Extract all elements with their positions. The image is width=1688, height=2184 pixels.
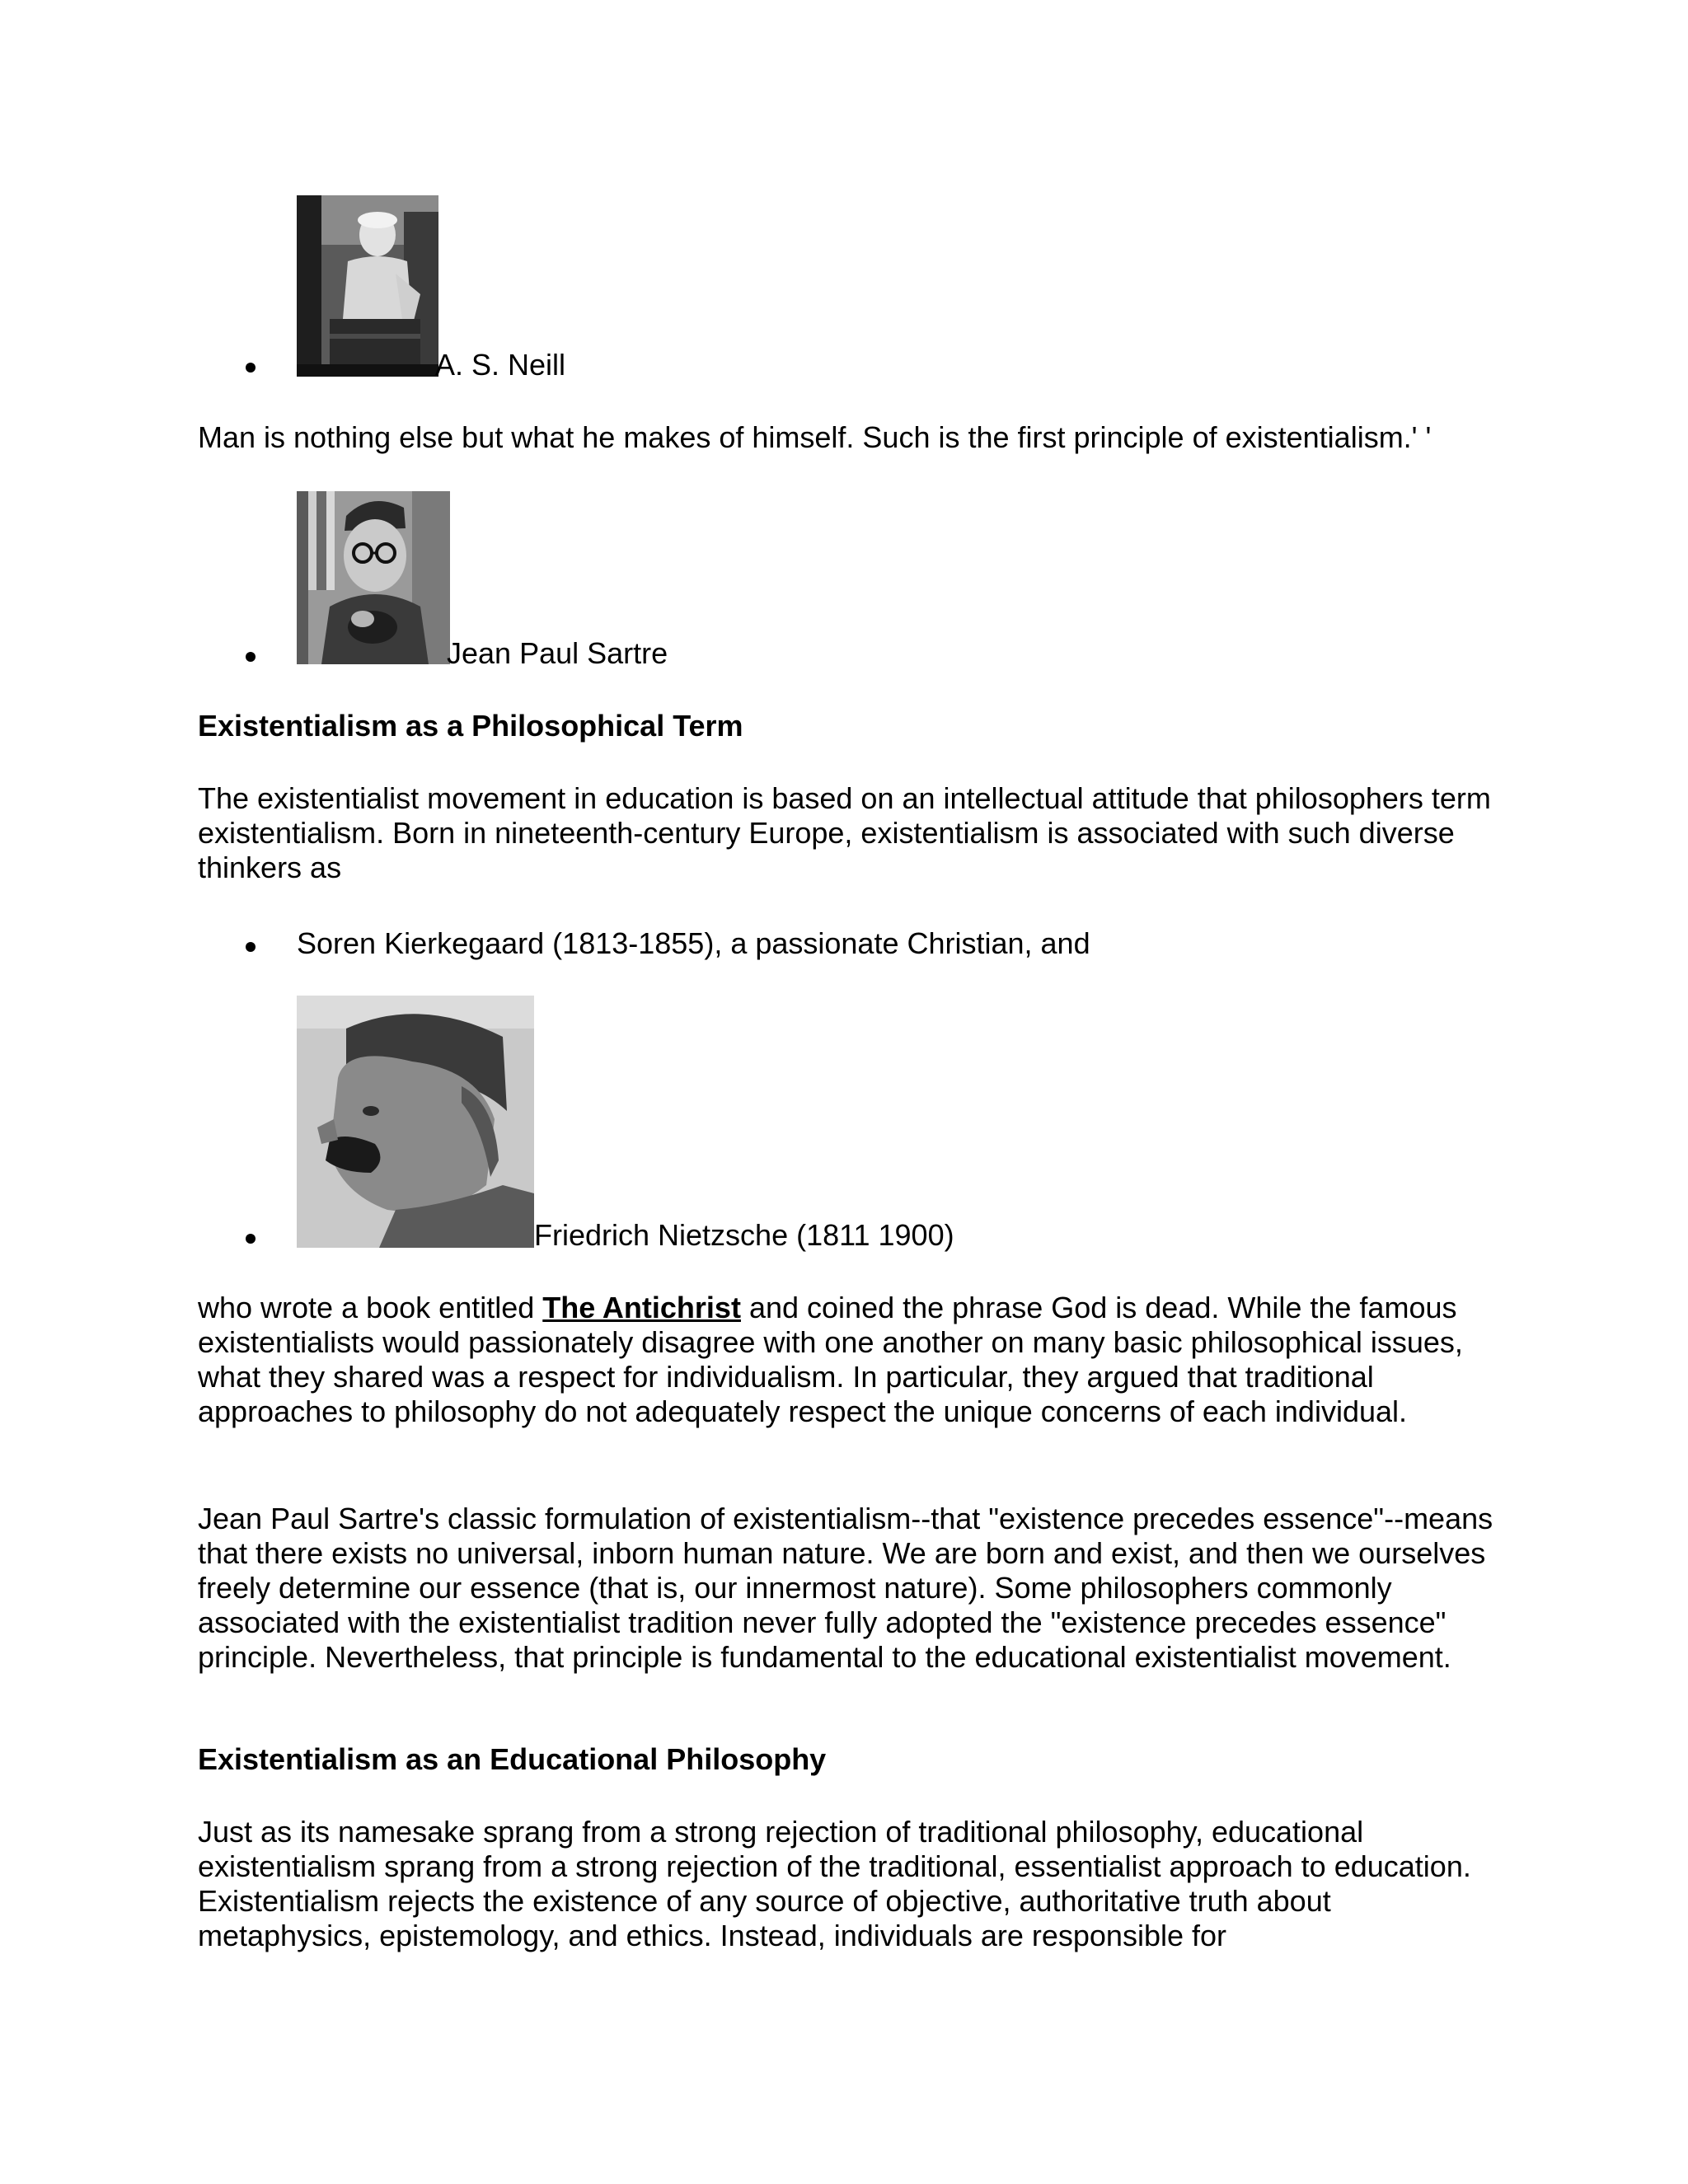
intro-paragraph: The existentialist movement in education is based on an intellectual attitude that philosophers term existentialism. Born in nineteenth-century Europe, existentialism is associated with such diverse thinkers as — [198, 781, 1491, 884]
bullet-dot — [246, 942, 256, 952]
section-heading-philosophical-term: Existentialism as a Philosophical Term — [198, 709, 743, 743]
nietzsche-caption: Friedrich Nietzsche (1811 1900) — [534, 1218, 954, 1252]
bullet-dot — [246, 1234, 256, 1244]
bullet-dot — [246, 652, 256, 662]
kierkegaard-text: Soren Kierkegaard (1813-1855), a passionate Christian, and — [297, 926, 1090, 960]
quote-paragraph: Man is nothing else but what he makes of himself. Such is the first principle of existentialism.' ' — [198, 420, 1432, 454]
educational-paragraph: Just as its namesake sprang from a strong rejection of traditional philosophy, educational existentialism sprang from a strong rejection of the traditional, essentialist approach to education. Existentialism rejects the existence of any source of objective, authoritative truth about metaphysics, epistemology, and ethics. Instead, individuals are responsible for — [198, 1815, 1471, 1952]
sartre-caption: Jean Paul Sartre — [447, 636, 668, 670]
antichrist-text-after: and coined the phrase God is dead. While the famous existentialists would passionately disagree with one another on many basic philosophical issues, what they shared was a respect for individualism. In particular, they argued that traditional approaches to philosophy do not adequately respect the unique concerns of each individual. — [198, 1291, 1463, 1428]
antichrist-paragraph — [198, 1291, 1500, 1429]
section-heading-educational-philosophy: Existentialism as an Educational Philosophy — [198, 1742, 827, 1776]
antichrist-text-before: who wrote a book entitled — [198, 1291, 543, 1324]
neill-caption: A. S. Neill — [435, 348, 566, 382]
neill-photo — [297, 195, 438, 377]
sartre-paragraph: Jean Paul Sartre's classic formulation of existentialism--that "existence precedes essence"--means that there exists no universal, inborn human nature. We are born and exist, and then we ourselves freely determine our essence (that is, our innermost nature). Some philosophers commonly associated with the existentialist tradition never fully adopted the "existence precedes essence" principle. Nevertheless, that principle is fundamental to the educational existentialist movement. — [198, 1502, 1493, 1674]
nietzsche-photo — [297, 996, 534, 1248]
sartre-photo — [297, 491, 450, 664]
the-antichrist-link[interactable]: The Antichrist — [542, 1291, 741, 1324]
bullet-dot — [246, 363, 256, 373]
